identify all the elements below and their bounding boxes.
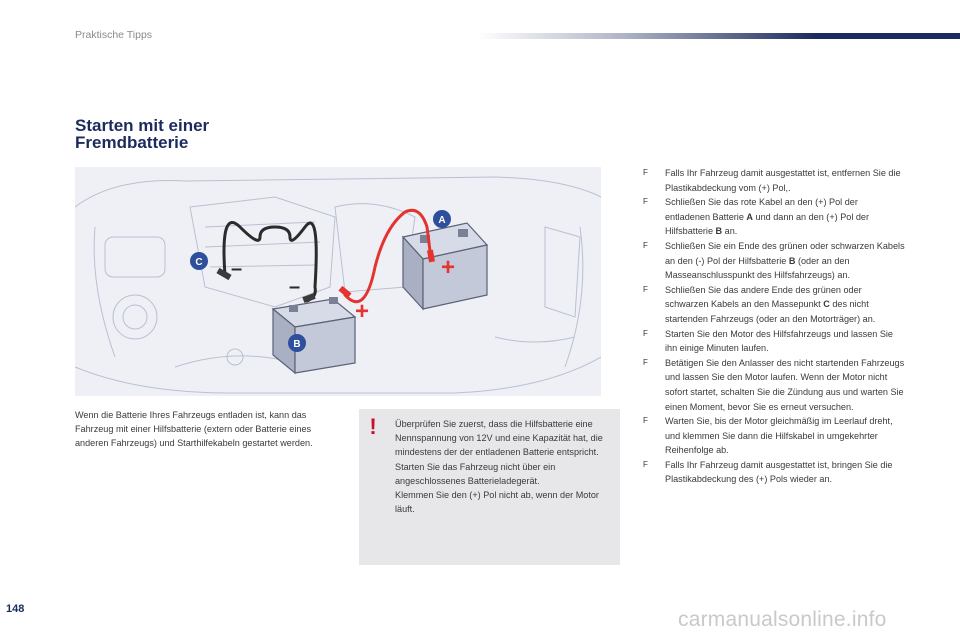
label-badge-c — [190, 252, 208, 270]
page-title-line2: Fremdbatterie — [75, 133, 189, 152]
bullet-marker: F — [643, 284, 648, 294]
warning-text-1: Überprüfen Sie zuerst, dass die Hilfsbatterie eine Nennspannung von 12V und eine Kapazität hat, die mindestens der der entladenen Batterie entspricht. — [395, 419, 603, 458]
label-b: B — [293, 339, 301, 350]
list-item: F Schließen Sie ein Ende des grünen oder schwarzen Kabels an den (-) Pol der Hilfsbatterie B (oder an den Masseanschlusspunkt des Hilfsfahrzeugs) an. — [643, 240, 905, 281]
list-item: F Warten Sie, bis der Motor gleichmäßig im Leerlauf dreht, und klemmen Sie dann die Hilfskabel in umgekehrter Reihenfolge ab. — [643, 416, 893, 456]
plus-sign-b: + — [355, 298, 370, 325]
warning-box — [359, 409, 620, 565]
page-title-line1: Starten mit einer — [75, 116, 210, 135]
bullet-marker: F — [643, 328, 648, 338]
bullet-marker: F — [643, 357, 648, 367]
list-item: F Betätigen Sie den Anlasser des nicht startenden Fahrzeugs und lassen Sie den Motor laufen. Wenn der Motor nicht sofort startet, schalten Sie die Zündung aus und warten Sie einen Moment, bevor Sie es erneut versuchen. — [643, 357, 905, 412]
header-gradient-bar — [478, 33, 960, 39]
bullet-marker: F — [643, 416, 648, 426]
page-title — [75, 117, 209, 151]
warning-text-3: Klemmen Sie den (+) Pol nicht ab, wenn der Motor läuft. — [395, 490, 599, 515]
list-item: F Starten Sie den Motor des Hilfsfahrzeugs und lassen Sie ihn einige Minuten laufen. — [643, 328, 893, 354]
label-badge-a — [433, 210, 451, 228]
bullet-marker: F — [643, 197, 648, 207]
warning-exclamation-icon: ! — [369, 414, 377, 439]
list-item: F Schließen Sie das rote Kabel an den (+) Pol der entladenen Batterie A und dann an den (+) Pol der Hilfsbatterie B an. — [643, 197, 870, 237]
list-item: F Falls Ihr Fahrzeug damit ausgestattet ist, entfernen Sie die Plastikabdeckung vom (+) Pol,. — [643, 168, 901, 193]
minus-sign-b: – — [289, 276, 301, 298]
intro-paragraph: Wenn die Batterie Ihres Fahrzeugs entladen ist, kann das Fahrzeug mit einer Hilfsbatterie (extern oder Batterie eines anderen Fahrzeugs) und Starthilfekabeln gestartet werden. — [75, 410, 313, 449]
warning-text-2: Starten Sie das Fahrzeug nicht über ein angeschlossenes Batterieladegerät. — [395, 461, 556, 486]
engine-bay-drawing — [75, 167, 601, 396]
section-label: Praktische Tipps — [75, 29, 153, 41]
warning-text — [395, 417, 609, 516]
instruction-list — [643, 166, 905, 487]
minus-sign-c: – — [231, 258, 243, 280]
plus-sign-a: + — [441, 254, 456, 281]
bullet-marker: F — [643, 240, 648, 250]
bullet-marker: F — [643, 459, 648, 469]
bullet-marker: F — [643, 168, 648, 177]
jump-start-illustration — [75, 167, 601, 396]
list-item: F Falls Ihr Fahrzeug damit ausgestattet ist, bringen Sie die Plastikabdeckung des (+) Pols wieder an. — [643, 459, 893, 485]
page-number: 148 — [6, 603, 25, 615]
watermark: carmanualsonline.info — [678, 608, 887, 631]
list-item: F Schließen Sie das andere Ende des grünen oder schwarzen Kabels an den Massepunkt C des nicht startenden Fahrzeugs (oder an den Motorträger) an. — [643, 284, 876, 324]
battery-b — [273, 297, 355, 373]
label-c: C — [195, 257, 203, 268]
label-badge-b — [288, 334, 306, 352]
label-a: A — [438, 215, 446, 226]
